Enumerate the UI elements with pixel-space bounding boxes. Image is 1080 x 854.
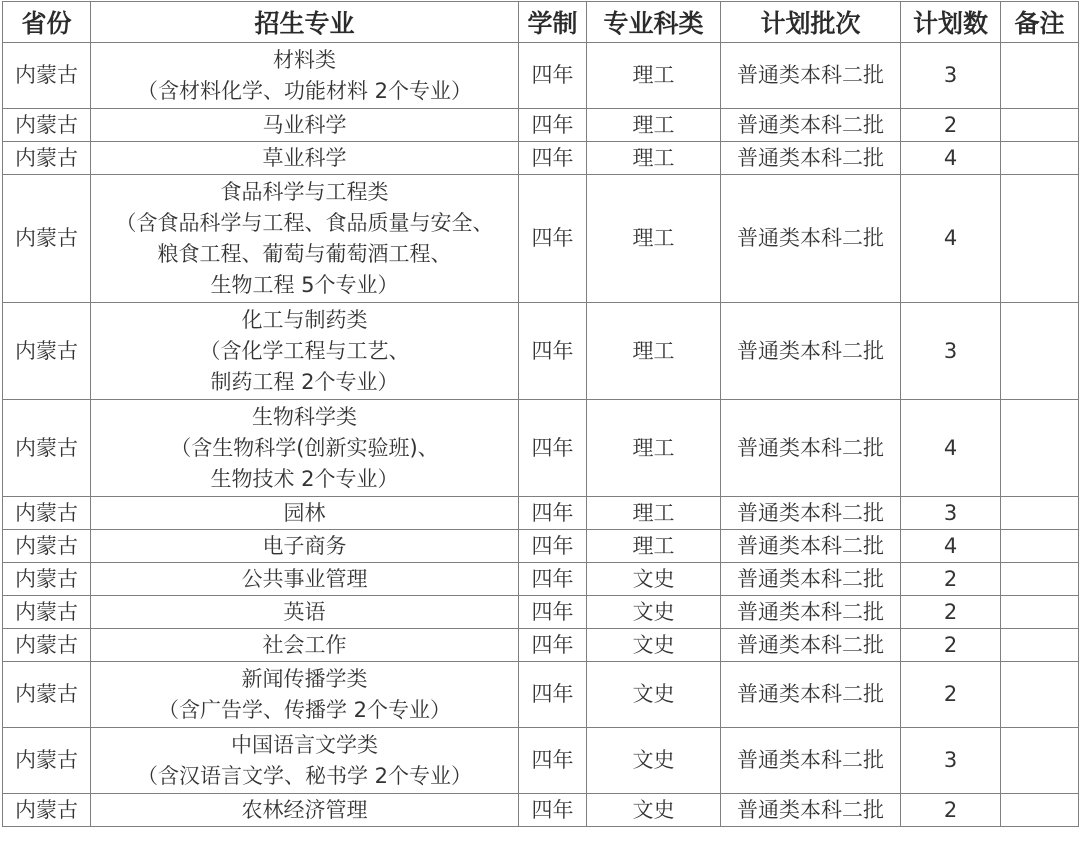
cell-category: 理工 xyxy=(587,400,721,497)
cell-batch: 普通类本科二批 xyxy=(721,497,901,530)
cell-count: 2 xyxy=(901,109,1001,142)
cell-note xyxy=(1001,303,1079,400)
cell-major xyxy=(91,530,519,563)
cell-note xyxy=(1001,596,1079,629)
cell-note xyxy=(1001,629,1079,662)
cell-category: 理工 xyxy=(587,497,721,530)
cell-count: 4 xyxy=(901,400,1001,497)
major-line: 生物技术 2个专业） xyxy=(210,466,399,491)
cell-note xyxy=(1001,142,1079,175)
cell-category: 理工 xyxy=(587,43,721,109)
cell-count: 4 xyxy=(901,175,1001,303)
header-major: 招生专业 xyxy=(91,2,519,43)
table-header xyxy=(3,2,1079,43)
table-row xyxy=(3,728,1079,794)
major-line: 草业科学 xyxy=(262,145,347,170)
cell-province: 内蒙古 xyxy=(3,530,91,563)
cell-province: 内蒙古 xyxy=(3,175,91,303)
cell-duration: 四年 xyxy=(519,794,587,827)
table-row xyxy=(3,43,1079,109)
cell-duration: 四年 xyxy=(519,728,587,794)
table-body xyxy=(3,43,1079,827)
cell-duration: 四年 xyxy=(519,629,587,662)
major-line: 园林 xyxy=(283,500,326,525)
cell-category: 文史 xyxy=(587,794,721,827)
major-line: 生物工程 5个专业） xyxy=(210,272,399,297)
cell-province: 内蒙古 xyxy=(3,109,91,142)
cell-province: 内蒙古 xyxy=(3,563,91,596)
major-line: 农林经济管理 xyxy=(241,797,368,822)
major-line: （含广告学、传播学 2个专业） xyxy=(157,697,452,722)
table-row xyxy=(3,563,1079,596)
table-row xyxy=(3,175,1079,303)
cell-note xyxy=(1001,794,1079,827)
cell-batch: 普通类本科二批 xyxy=(721,530,901,563)
cell-category: 文史 xyxy=(587,629,721,662)
admissions-plan-table xyxy=(2,1,1079,827)
cell-category: 文史 xyxy=(587,596,721,629)
cell-batch: 普通类本科二批 xyxy=(721,142,901,175)
cell-duration: 四年 xyxy=(519,175,587,303)
cell-duration: 四年 xyxy=(519,497,587,530)
cell-duration: 四年 xyxy=(519,109,587,142)
major-line: 食品科学与工程类 xyxy=(220,179,389,204)
cell-count: 2 xyxy=(901,629,1001,662)
major-line: 制药工程 2个专业） xyxy=(210,369,399,394)
cell-category: 理工 xyxy=(587,142,721,175)
cell-note xyxy=(1001,400,1079,497)
header-category: 专业科类 xyxy=(587,2,721,43)
cell-province: 内蒙古 xyxy=(3,400,91,497)
cell-province: 内蒙古 xyxy=(3,794,91,827)
header-batch: 计划批次 xyxy=(721,2,901,43)
cell-count: 2 xyxy=(901,563,1001,596)
cell-major xyxy=(91,303,519,400)
cell-batch: 普通类本科二批 xyxy=(721,728,901,794)
table-row xyxy=(3,303,1079,400)
cell-note xyxy=(1001,728,1079,794)
cell-major xyxy=(91,596,519,629)
cell-note xyxy=(1001,43,1079,109)
cell-category: 文史 xyxy=(587,662,721,728)
table-row xyxy=(3,629,1079,662)
cell-province: 内蒙古 xyxy=(3,303,91,400)
cell-province: 内蒙古 xyxy=(3,497,91,530)
table-row xyxy=(3,109,1079,142)
cell-duration: 四年 xyxy=(519,662,587,728)
cell-batch: 普通类本科二批 xyxy=(721,794,901,827)
header-note: 备注 xyxy=(1001,2,1079,43)
cell-batch: 普通类本科二批 xyxy=(721,43,901,109)
major-line: 马业科学 xyxy=(262,112,347,137)
cell-count: 3 xyxy=(901,728,1001,794)
cell-batch: 普通类本科二批 xyxy=(721,563,901,596)
cell-batch: 普通类本科二批 xyxy=(721,109,901,142)
major-line: 新闻传播学类 xyxy=(241,666,368,691)
cell-batch: 普通类本科二批 xyxy=(721,400,901,497)
cell-major xyxy=(91,728,519,794)
major-line: 生物科学类 xyxy=(252,404,357,429)
table-row xyxy=(3,400,1079,497)
major-line: 材料类 xyxy=(273,47,336,72)
cell-province: 内蒙古 xyxy=(3,43,91,109)
cell-major xyxy=(91,629,519,662)
cell-province: 内蒙古 xyxy=(3,728,91,794)
cell-note xyxy=(1001,497,1079,530)
cell-category: 理工 xyxy=(587,303,721,400)
cell-category: 理工 xyxy=(587,175,721,303)
cell-count: 3 xyxy=(901,43,1001,109)
cell-major xyxy=(91,43,519,109)
cell-province: 内蒙古 xyxy=(3,629,91,662)
cell-count: 2 xyxy=(901,662,1001,728)
cell-major xyxy=(91,400,519,497)
cell-major xyxy=(91,175,519,303)
cell-province: 内蒙古 xyxy=(3,142,91,175)
major-line: 化工与制药类 xyxy=(241,307,368,332)
major-line: 社会工作 xyxy=(262,632,347,657)
cell-duration: 四年 xyxy=(519,303,587,400)
table-row xyxy=(3,497,1079,530)
cell-category: 文史 xyxy=(587,563,721,596)
table-row xyxy=(3,596,1079,629)
major-line: 英语 xyxy=(283,599,326,624)
major-line: （含生物科学(创新实验班)、 xyxy=(170,435,439,460)
cell-count: 4 xyxy=(901,142,1001,175)
cell-count: 2 xyxy=(901,794,1001,827)
major-line: 粮食工程、葡萄与葡萄酒工程、 xyxy=(157,241,452,266)
cell-duration: 四年 xyxy=(519,142,587,175)
major-line: （含化学工程与工艺、 xyxy=(199,338,410,363)
header-row xyxy=(3,2,1079,43)
cell-category: 理工 xyxy=(587,109,721,142)
header-duration: 学制 xyxy=(519,2,587,43)
header-province: 省份 xyxy=(3,2,91,43)
cell-major xyxy=(91,662,519,728)
cell-duration: 四年 xyxy=(519,43,587,109)
cell-category: 理工 xyxy=(587,530,721,563)
cell-duration: 四年 xyxy=(519,530,587,563)
major-line: （含汉语言文学、秘书学 2个专业） xyxy=(136,763,473,788)
cell-note xyxy=(1001,175,1079,303)
cell-batch: 普通类本科二批 xyxy=(721,629,901,662)
cell-note xyxy=(1001,109,1079,142)
cell-major xyxy=(91,142,519,175)
cell-count: 2 xyxy=(901,596,1001,629)
table-row xyxy=(3,530,1079,563)
cell-major xyxy=(91,794,519,827)
cell-note xyxy=(1001,662,1079,728)
cell-batch: 普通类本科二批 xyxy=(721,596,901,629)
cell-province: 内蒙古 xyxy=(3,662,91,728)
major-line: 电子商务 xyxy=(262,533,347,558)
cell-major xyxy=(91,497,519,530)
cell-category: 文史 xyxy=(587,728,721,794)
major-line: （含材料化学、功能材料 2个专业） xyxy=(136,78,473,103)
cell-batch: 普通类本科二批 xyxy=(721,662,901,728)
cell-duration: 四年 xyxy=(519,596,587,629)
cell-count: 3 xyxy=(901,497,1001,530)
table-row xyxy=(3,142,1079,175)
header-count: 计划数 xyxy=(901,2,1001,43)
major-line: 公共事业管理 xyxy=(241,566,368,591)
major-line: 中国语言文学类 xyxy=(231,732,378,757)
cell-batch: 普通类本科二批 xyxy=(721,175,901,303)
cell-count: 4 xyxy=(901,530,1001,563)
cell-major xyxy=(91,563,519,596)
cell-count: 3 xyxy=(901,303,1001,400)
cell-duration: 四年 xyxy=(519,563,587,596)
cell-province: 内蒙古 xyxy=(3,596,91,629)
table-row xyxy=(3,794,1079,827)
cell-note xyxy=(1001,530,1079,563)
major-line: （含食品科学与工程、食品质量与安全、 xyxy=(115,210,494,235)
table-row xyxy=(3,662,1079,728)
cell-batch: 普通类本科二批 xyxy=(721,303,901,400)
cell-duration: 四年 xyxy=(519,400,587,497)
cell-note xyxy=(1001,563,1079,596)
cell-major xyxy=(91,109,519,142)
